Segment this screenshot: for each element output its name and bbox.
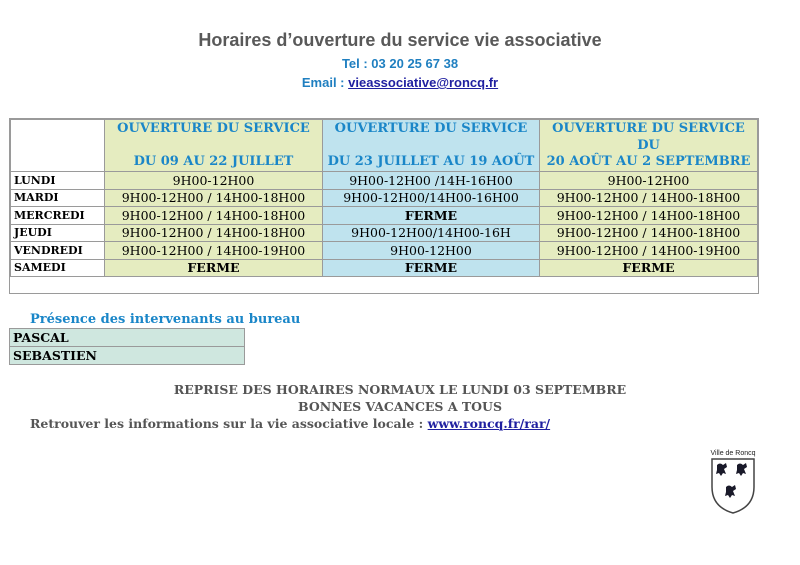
table-row xyxy=(10,329,245,347)
table-row xyxy=(11,189,758,207)
day-label: LUNDI xyxy=(11,172,105,190)
schedule-cell: 9H00-12H00 xyxy=(540,172,758,190)
email-link[interactable]: vieassociative@roncq.fr xyxy=(348,75,499,90)
coat-of-arms-icon xyxy=(708,457,758,515)
staff-table xyxy=(9,328,245,365)
email-line xyxy=(0,75,800,90)
schedule-cell: 9H00-12H00 /14H-16H00 xyxy=(323,172,540,190)
logo-label: Ville de Roncq xyxy=(710,450,756,457)
schedule-cell: 9H00-12H00 / 14H00-19H00 xyxy=(540,242,758,260)
schedule-cell: 9H00-12H00 / 14H00-18H00 xyxy=(105,189,323,207)
schedule-cell: 9H00-12H00/14H00-16H xyxy=(323,224,540,242)
table-row xyxy=(10,347,245,365)
table-row xyxy=(11,242,758,260)
presence-title: Présence des intervenants au bureau xyxy=(30,312,301,327)
phone-number: Tel : 03 20 25 67 38 xyxy=(341,56,459,71)
schedule-cell: FERME xyxy=(105,259,323,277)
info-line xyxy=(30,416,550,431)
column-header-2: OUVERTURE DU SERVICE DU 23 JUILLET AU 19 AOÛT xyxy=(323,120,540,172)
schedule-cell: 9H00-12H00 / 14H00-18H00 xyxy=(105,224,323,242)
website-link[interactable]: www.roncq.fr/rar/ xyxy=(427,416,551,431)
schedule-cell: 9H00-12H00 / 14H00-18H00 xyxy=(105,207,323,225)
schedule-cell: FERME xyxy=(323,207,540,225)
schedule-cell: 9H00-12H00 xyxy=(323,242,540,260)
schedule-cell: 9H00-12H00 xyxy=(105,172,323,190)
column-header-1: OUVERTURE DU SERVICE DU 09 AU 22 JUILLET xyxy=(105,120,323,172)
day-label: MARDI xyxy=(11,189,105,207)
page-title: Horaires d’ouverture du service vie associative xyxy=(198,30,602,50)
schedule-cell: 9H00-12H00 / 14H00-18H00 xyxy=(540,207,758,225)
schedule-cell: 9H00-12H00/14H00-16H00 xyxy=(323,189,540,207)
table-row xyxy=(11,172,758,190)
schedule-cell: FERME xyxy=(323,259,540,277)
staff-name: PASCAL xyxy=(10,329,245,347)
table-row xyxy=(11,207,758,225)
day-label: MERCREDI xyxy=(11,207,105,225)
schedule-header-row xyxy=(11,120,758,172)
schedule-table xyxy=(10,119,758,277)
day-label: SAMEDI xyxy=(11,259,105,277)
schedule-cell: FERME xyxy=(540,259,758,277)
schedule-cell: 9H00-12H00 / 14H00-18H00 xyxy=(540,224,758,242)
day-label: VENDREDI xyxy=(11,242,105,260)
reprise-notice: REPRISE DES HORAIRES NORMAUX LE LUNDI 03 SEPTEMBRE xyxy=(173,382,627,397)
schedule-table-frame xyxy=(9,118,759,294)
holiday-wishes: BONNES VACANCES A TOUS xyxy=(298,399,502,414)
table-row xyxy=(11,259,758,277)
city-logo xyxy=(708,450,758,519)
info-text: Retrouver les informations sur la vie associative locale : xyxy=(30,416,428,431)
column-header-3: OUVERTURE DU SERVICE DU 20 AOÛT AU 2 SEPTEMBRE xyxy=(540,120,758,172)
email-label: Email : xyxy=(301,75,349,90)
day-label: JEUDI xyxy=(11,224,105,242)
corner-cell xyxy=(11,120,105,172)
schedule-cell: 9H00-12H00 / 14H00-19H00 xyxy=(105,242,323,260)
staff-name: SEBASTIEN xyxy=(10,347,245,365)
table-row xyxy=(11,224,758,242)
schedule-cell: 9H00-12H00 / 14H00-18H00 xyxy=(540,189,758,207)
